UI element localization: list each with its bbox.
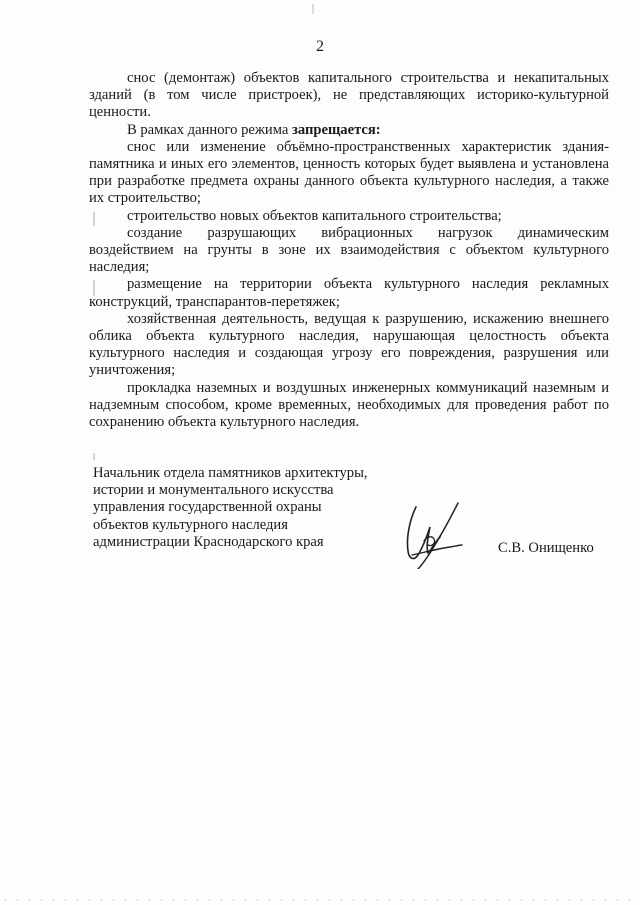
paragraph: снос (демонтаж) объектов капитального строительства и некапитальных зданий (в том числе пристроек), не представляющих историко-культурной ценности.: [89, 70, 609, 121]
signatory-title-line: администрации Краснодарского края: [93, 533, 324, 550]
paragraph: хозяйственная деятельность, ведущая к разрушению, искажению внешнего облика объекта культурного наследия, нарушающая целостность объекта культурного наследия и создающая угрозу его повреждения, разрушения или уничтожения;: [89, 310, 609, 379]
signatory-title-line: Начальник отдела памятников архитектуры,: [93, 465, 368, 481]
paragraph: строительство новых объектов капитального строительства;: [127, 207, 502, 224]
paragraph: прокладка наземных и воздушных инженерных коммуникаций наземным и надземным способом, кроме временных, необходимых для проведения работ по сохранению объекта культурного наследия.: [89, 379, 609, 431]
page-number: 2: [316, 38, 324, 55]
signatory-title-line: управления государственной охраны: [93, 499, 322, 516]
signatory-title: [93, 465, 393, 551]
signer-name: С.В. Онищенко: [498, 540, 594, 556]
body-text: [89, 70, 609, 431]
paragraph: снос или изменение объёмно-пространственных характеристик здания-памятника и иных его элементов, ценность которых будет выявлена и установлена при разработке предмета охраны данного объекта культурного наследия, а также их строительство;: [89, 138, 609, 207]
paragraph: размещение на территории объекта культурного наследия рекламных конструкций, транспарантов-перетяжек;: [89, 276, 609, 310]
signatory-title-line: истории и монументального искусства: [93, 482, 334, 499]
heading-lead-text: В рамках данного режима: [127, 121, 292, 138]
handwritten-signature: [398, 497, 468, 569]
heading-bold-text: запрещается:: [292, 121, 381, 138]
paragraph: создание разрушающих вибрационных нагрузок динамическим воздействием на грунты в зоне их взаимодействия с объектом культурного наследия;: [89, 224, 609, 276]
paragraph-prohibition-heading: [89, 122, 609, 139]
signatory-title-line: объектов культурного наследия: [93, 516, 288, 533]
